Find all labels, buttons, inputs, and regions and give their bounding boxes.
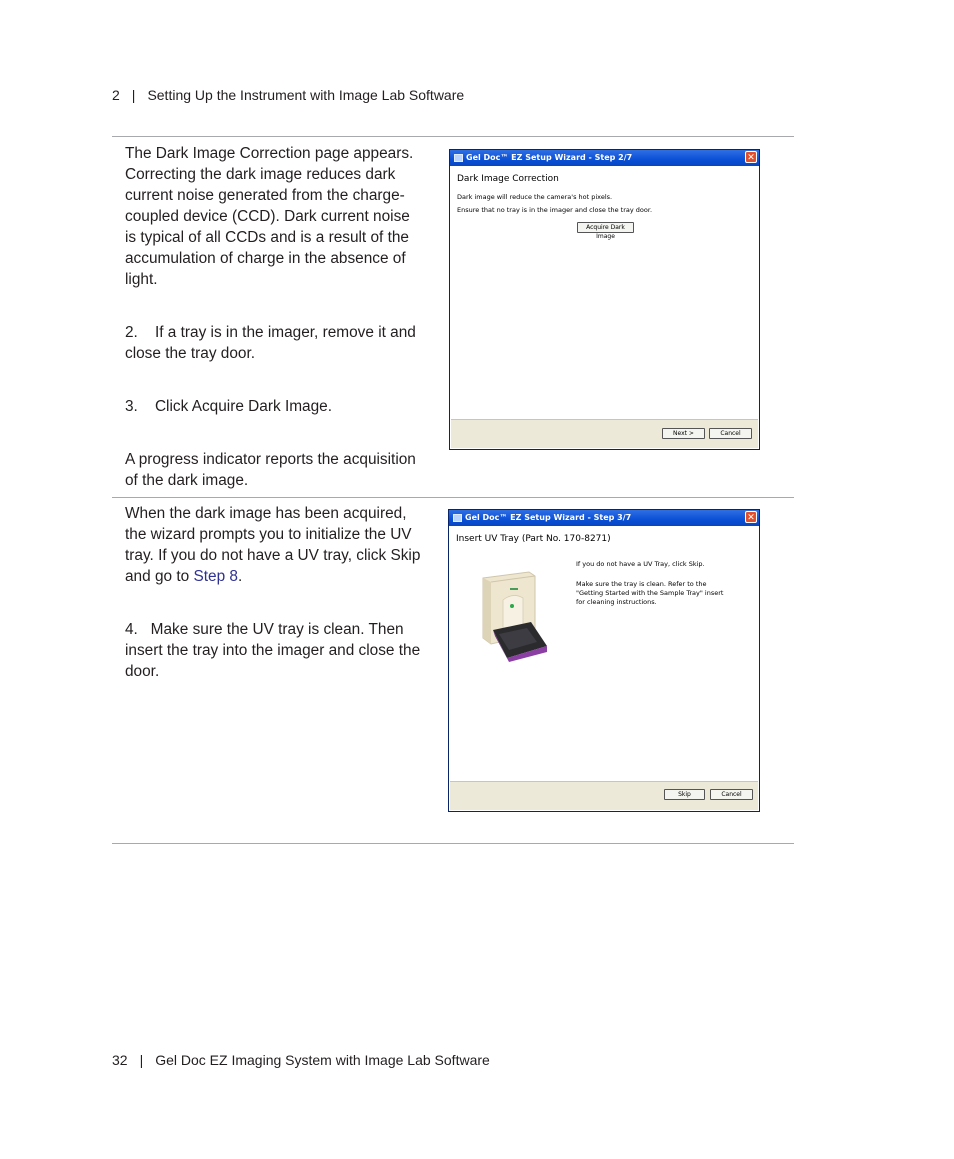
cancel-button[interactable]: Cancel: [710, 789, 753, 800]
app-icon: [453, 514, 462, 522]
dialog-button-bar: [450, 781, 758, 810]
dialog-titlebar: [450, 150, 759, 166]
dialog-heading: Insert UV Tray (Part No. 170-8271): [456, 534, 611, 544]
close-icon[interactable]: ✕: [745, 511, 757, 523]
dialog-heading: Dark Image Correction: [457, 174, 559, 184]
gel-doc-instrument-image: [477, 570, 551, 662]
dialog-line-3: "Getting Started with the Sample Tray" insert: [576, 589, 724, 597]
uv-tray-intro: [125, 503, 425, 587]
cancel-button[interactable]: Cancel: [709, 428, 752, 439]
page-number: 32: [112, 1052, 128, 1068]
dark-image-intro: The Dark Image Correction page appears. Correcting the dark image reduces dark current noise generated from the charge-coupled device (CCD). Dark current noise is typical of all CCDs and is a result of the accumulation of charge in the absence of light.: [125, 145, 414, 288]
running-header: [112, 87, 464, 103]
section2-text: [125, 503, 425, 682]
dialog-title: Gel Doc™ EZ Setup Wizard - Step 2/7: [466, 153, 633, 162]
step-4-text: 4. Make sure the UV tray is clean. Then insert the tray into the imager and close the door.: [125, 621, 421, 680]
dialog-line-4: for cleaning instructions.: [576, 598, 657, 606]
progress-note: A progress indicator reports the acquisition of the dark image.: [125, 451, 416, 489]
header-title: Setting Up the Instrument with Image Lab Software: [147, 87, 465, 103]
dialog-line-1: If you do not have a UV Tray, click Skip.: [576, 560, 705, 568]
step-2-text: 2. If a tray is in the imager, remove it and close the tray door.: [125, 324, 416, 362]
acquire-dark-image-button[interactable]: Acquire Dark Image: [577, 222, 634, 233]
header-page-ref: 2: [112, 87, 120, 103]
top-rule: [112, 136, 794, 137]
step-3-text: 3. Click Acquire Dark Image.: [125, 398, 332, 415]
dialog-line-2: Make sure the tray is clean. Refer to the: [576, 580, 707, 588]
uv-tray-intro-text: When the dark image has been acquired, the wizard prompts you to initialize the UV tray. If you do not have a UV tray, click Skip and go to: [125, 505, 421, 585]
dark-image-dialog: [449, 149, 760, 450]
close-icon[interactable]: ✕: [745, 151, 757, 163]
dialog-line-1: Dark image will reduce the camera's hot pixels.: [457, 193, 613, 201]
dialog-button-bar: [451, 419, 758, 448]
uv-tray-intro-end: .: [237, 568, 243, 585]
step-8-link[interactable]: Step 8: [193, 568, 238, 585]
dialog-titlebar: [449, 510, 759, 526]
uv-tray-dialog: [448, 509, 760, 812]
next-button[interactable]: Next >: [662, 428, 705, 439]
header-separator: |: [131, 87, 136, 103]
dialog-title: Gel Doc™ EZ Setup Wizard - Step 3/7: [465, 513, 632, 522]
section1-text: [125, 143, 425, 491]
bottom-rule: [112, 843, 794, 844]
footer-title: Gel Doc EZ Imaging System with Image Lab Software: [155, 1052, 490, 1068]
app-icon: [454, 154, 463, 162]
footer-separator: |: [139, 1052, 144, 1068]
dialog-line-2: Ensure that no tray is in the imager and close the tray door.: [457, 206, 653, 214]
running-footer: [112, 1052, 490, 1068]
middle-rule: [112, 497, 794, 498]
skip-button[interactable]: Skip: [664, 789, 705, 800]
